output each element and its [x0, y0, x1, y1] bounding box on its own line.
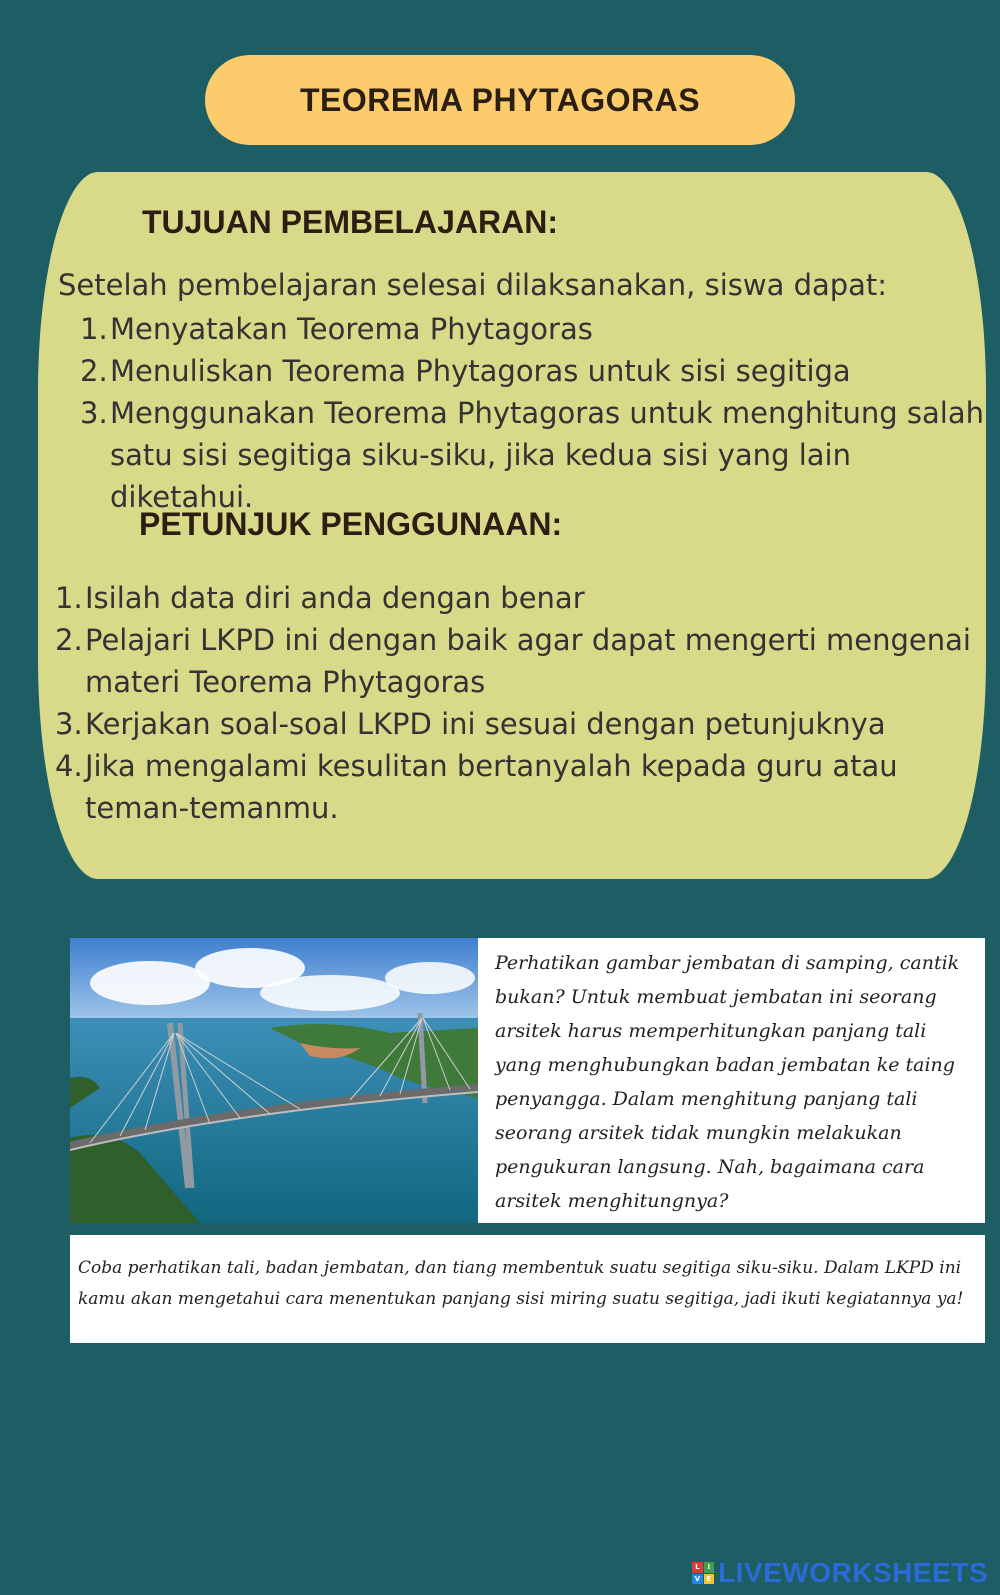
tujuan-intro: Setelah pembelajaran selesai dilaksanakan, siswa dapat:: [58, 268, 888, 302]
logo-cell: L: [692, 1562, 703, 1573]
bridge-photo: [70, 938, 478, 1223]
item-text: Menyatakan Teorema Phytagoras: [110, 312, 593, 346]
petunjuk-heading: PETUNJUK PENGGUNAAN:: [139, 506, 563, 542]
item-text: Pelajari LKPD ini dengan baik agar dapat mengerti mengenai materi Teorema Phytagoras: [85, 623, 971, 699]
item-number: 1.: [55, 581, 83, 615]
list-item: [55, 703, 975, 745]
item-text: Menggunakan Teorema Phytagoras untuk menghitung salah satu sisi segitiga siku-siku, jika kedua sisi yang lain diketahui.: [110, 396, 985, 514]
item-number: 3.: [80, 396, 108, 430]
note-box: [70, 1235, 985, 1343]
list-item: [80, 350, 985, 392]
list-item: [55, 619, 975, 703]
brand-name: LIVEWORKSHEETS: [718, 1557, 988, 1588]
item-number: 1.: [80, 312, 108, 346]
title-banner: [205, 55, 795, 145]
item-text: Menuliskan Teorema Phytagoras untuk sisi segitiga: [110, 354, 851, 388]
bridge-story: Perhatikan gambar jembatan di samping, cantik bukan? Untuk membuat jembatan ini seorang arsitek harus memperhitungkan panjang tali yang menghubungkan badan jembatan ke taing penyangga. Dalam menghitung panjang tali seorang arsitek tidak mungkin melakukan pengukuran langsung. Nah, bagaimana cara arsitek menghitungnya?: [495, 952, 960, 1212]
bridge-section: [70, 938, 985, 1223]
item-number: 2.: [80, 354, 108, 388]
tujuan-heading: TUJUAN PEMBELAJARAN:: [142, 204, 559, 240]
page-title: TEOREMA PHYTAGORAS: [299, 81, 701, 118]
list-item: [55, 745, 975, 829]
note-text: Coba perhatikan tali, badan jembatan, dan tiang membentuk suatu segitiga siku-siku. Dalam LKPD ini kamu akan mengetahui cara menentukan panjang sisi miring suatu segitiga, jadi ikuti kegiatannya ya!: [78, 1258, 964, 1309]
list-item: [80, 392, 985, 518]
liveworksheets-logo-icon: [692, 1562, 714, 1584]
brand-watermark: [692, 1557, 988, 1589]
item-number: 3.: [55, 707, 83, 741]
item-text: Kerjakan soal-soal LKPD ini sesuai dengan petunjuknya: [85, 707, 886, 741]
logo-cell: V: [692, 1574, 703, 1585]
bridge-illustration: [70, 938, 478, 1223]
petunjuk-list: [55, 577, 975, 829]
list-item: [55, 577, 975, 619]
logo-cell: I: [704, 1562, 715, 1573]
item-text: Isilah data diri anda dengan benar: [85, 581, 585, 615]
list-item: [80, 308, 985, 350]
item-number: 4.: [55, 749, 83, 783]
tujuan-list: [80, 308, 985, 518]
item-text: Jika mengalami kesulitan bertanyalah kepada guru atau teman-temanmu.: [85, 749, 898, 825]
item-number: 2.: [55, 623, 83, 657]
logo-cell: E: [704, 1574, 715, 1585]
